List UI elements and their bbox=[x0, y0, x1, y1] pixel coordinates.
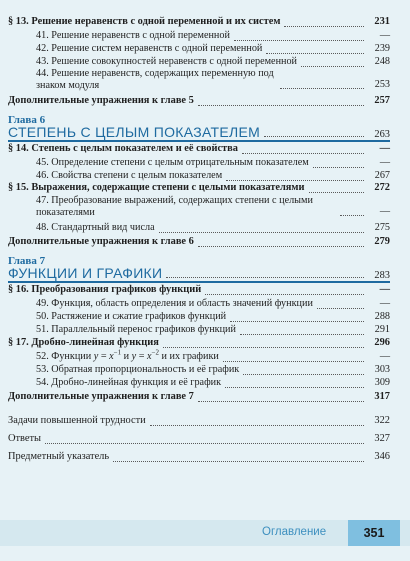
dot-leader bbox=[280, 78, 364, 89]
toc-entry-hard-problems[interactable] bbox=[8, 415, 390, 428]
toc-entry-extra-ch7[interactable] bbox=[8, 391, 390, 404]
toc-entry-section-13[interactable] bbox=[8, 16, 390, 29]
dot-leader bbox=[340, 205, 364, 216]
chapter-6-title-row[interactable] bbox=[8, 124, 390, 140]
entry-page: 248 bbox=[374, 56, 390, 67]
entry-page: 291 bbox=[374, 324, 390, 335]
math-var-y: y bbox=[131, 351, 137, 362]
chapter-6-title: СТЕПЕНЬ С ЦЕЛЫМ ПОКАЗАТЕЛЕМ bbox=[8, 124, 261, 140]
math-eq: = bbox=[136, 351, 148, 362]
toc-entry-50[interactable] bbox=[36, 311, 390, 324]
dot-leader bbox=[166, 267, 364, 278]
dot-leader bbox=[223, 351, 364, 362]
toc-entry-48[interactable] bbox=[36, 222, 390, 235]
dot-leader bbox=[264, 126, 364, 137]
entry-title-start: 52. Функции bbox=[36, 351, 94, 362]
entry-page: — bbox=[379, 284, 390, 295]
entry-page: — bbox=[379, 298, 390, 309]
entry-title: § 15. Выражения, содержащие степени с целыми показателями bbox=[8, 182, 305, 193]
toc-entry-41[interactable] bbox=[36, 30, 390, 43]
chapter-6-label: Глава 6 bbox=[8, 114, 46, 126]
math-eq: = bbox=[98, 351, 110, 362]
dot-leader bbox=[198, 391, 364, 402]
entry-page: 231 bbox=[374, 16, 390, 27]
math-var-y: y bbox=[93, 351, 99, 362]
entry-title: 46. Свойства степени с целым показателем bbox=[36, 170, 223, 181]
math-var-x: x bbox=[109, 351, 114, 362]
entry-page: — bbox=[379, 351, 390, 362]
entry-title: 51. Параллельный перенос графиков функций bbox=[36, 324, 236, 335]
toc-entry-49[interactable] bbox=[36, 298, 390, 311]
dot-leader bbox=[163, 337, 364, 348]
footer-section-label: Оглавление bbox=[262, 526, 327, 538]
dot-leader bbox=[313, 157, 364, 168]
entry-title-end: и их графики bbox=[159, 351, 219, 362]
entry-title: 49. Функция, область определения и область значений функции bbox=[36, 298, 313, 309]
entry-page: 322 bbox=[374, 415, 390, 426]
chapter-7-rule bbox=[8, 281, 390, 283]
entry-title: 45. Определение степени с целым отрицательным показателем bbox=[36, 157, 309, 168]
dot-leader bbox=[226, 170, 364, 181]
dot-leader bbox=[301, 56, 364, 67]
entry-title: Дополнительные упражнения к главе 7 bbox=[8, 391, 194, 402]
entry-page: — bbox=[379, 143, 390, 154]
entry-page: 253 bbox=[374, 79, 390, 90]
toc-entry-extra-ch5[interactable] bbox=[8, 95, 390, 108]
toc-entry-47[interactable] bbox=[36, 195, 390, 218]
footer-page-number: 351 bbox=[348, 520, 400, 546]
dot-leader bbox=[234, 30, 364, 41]
entry-title: 53. Обратная пропорциональность и её график bbox=[36, 364, 240, 375]
dot-leader bbox=[240, 324, 364, 335]
dot-leader bbox=[230, 311, 364, 322]
math-exponent: −2 bbox=[151, 348, 159, 357]
math-exponent: −1 bbox=[113, 348, 122, 357]
entry-title: Дополнительные упражнения к главе 5 bbox=[8, 95, 194, 106]
entry-page: — bbox=[379, 157, 390, 168]
entry-title: 43. Решение совокупностей неравенств с одной переменной bbox=[36, 56, 298, 67]
toc-entry-44[interactable] bbox=[36, 68, 390, 91]
chapter-7-title: ФУНКЦИИ И ГРАФИКИ bbox=[8, 265, 163, 281]
math-var-x: x bbox=[147, 351, 152, 362]
chapter-6-page: 263 bbox=[374, 129, 390, 140]
entry-title: § 14. Степень с целым показателем и её свойства bbox=[8, 143, 238, 154]
toc-entry-section-14[interactable] bbox=[8, 143, 390, 156]
entry-page: 309 bbox=[374, 377, 390, 388]
entry-page: — bbox=[379, 30, 390, 41]
chapter-7-title-row[interactable] bbox=[8, 265, 390, 281]
dot-leader bbox=[309, 182, 365, 193]
entry-title: Ответы bbox=[8, 433, 42, 444]
chapter-7-label: Глава 7 bbox=[8, 255, 46, 267]
entry-page: 288 bbox=[374, 311, 390, 322]
dot-leader bbox=[242, 143, 364, 154]
chapter-6-rule bbox=[8, 140, 390, 142]
toc-entry-42[interactable] bbox=[36, 43, 390, 56]
entry-page: 239 bbox=[374, 43, 390, 54]
dot-leader bbox=[198, 95, 364, 106]
dot-leader bbox=[284, 16, 364, 27]
entry-title: 42. Решение систем неравенств с одной переменной bbox=[36, 43, 263, 54]
toc-entry-section-16[interactable] bbox=[8, 284, 390, 297]
entry-page: 327 bbox=[374, 433, 390, 444]
toc-entry-index[interactable] bbox=[8, 451, 390, 464]
entry-title: Задачи повышенной трудности bbox=[8, 415, 146, 426]
toc-entry-answers[interactable] bbox=[8, 433, 390, 446]
toc-entry-53[interactable] bbox=[36, 364, 390, 377]
entry-page: 275 bbox=[374, 222, 390, 233]
entry-title: Дополнительные упражнения к главе 6 bbox=[8, 236, 194, 247]
entry-page: 272 bbox=[374, 182, 390, 193]
dot-leader bbox=[266, 43, 364, 54]
entry-page: 317 bbox=[374, 391, 390, 402]
entry-page: 267 bbox=[374, 170, 390, 181]
entry-page: 257 bbox=[374, 95, 390, 106]
chapter-7-page: 283 bbox=[374, 270, 390, 281]
entry-title: § 17. Дробно-линейная функция bbox=[8, 337, 159, 348]
toc-entry-section-17[interactable] bbox=[8, 337, 390, 350]
entry-title: 41. Решение неравенств с одной переменной bbox=[36, 30, 230, 41]
entry-title-mid: и bbox=[121, 351, 132, 362]
dot-leader bbox=[45, 433, 364, 444]
dot-leader bbox=[113, 451, 364, 462]
toc-entry-45[interactable] bbox=[36, 157, 390, 170]
entry-title: § 13. Решение неравенств с одной переменной и их систем bbox=[8, 16, 281, 27]
entry-title: Предметный указатель bbox=[8, 451, 110, 462]
entry-title: 54. Дробно-линейная функция и её график bbox=[36, 377, 222, 388]
entry-title: 44. Решение неравенств, содержащих переменную под знаком модуля bbox=[36, 68, 274, 91]
entry-title: § 16. Преобразования графиков функций bbox=[8, 284, 202, 295]
dot-leader bbox=[198, 236, 364, 247]
toc-entry-section-15[interactable] bbox=[8, 182, 390, 195]
dot-leader bbox=[150, 415, 364, 426]
dot-leader bbox=[225, 377, 364, 388]
entry-title: 48. Стандартный вид числа bbox=[36, 222, 155, 233]
toc-entry-51[interactable] bbox=[36, 324, 390, 337]
entry-page: — bbox=[379, 206, 390, 217]
entry-title bbox=[36, 348, 219, 363]
entry-page: 346 bbox=[374, 451, 390, 462]
dot-leader bbox=[159, 222, 364, 233]
dot-leader bbox=[243, 364, 364, 375]
entry-title: 47. Преобразование выражений, содержащих степени с целыми показателями bbox=[36, 195, 313, 218]
dot-leader bbox=[317, 298, 364, 309]
entry-page: 303 bbox=[374, 364, 390, 375]
dot-leader bbox=[205, 284, 364, 295]
toc-entry-54[interactable] bbox=[36, 377, 390, 390]
entry-page: 296 bbox=[374, 337, 390, 348]
toc-entry-extra-ch6[interactable] bbox=[8, 236, 390, 249]
entry-page: 279 bbox=[374, 236, 390, 247]
toc-entry-52[interactable] bbox=[36, 348, 390, 364]
entry-title: 50. Растяжение и сжатие графиков функций bbox=[36, 311, 227, 322]
